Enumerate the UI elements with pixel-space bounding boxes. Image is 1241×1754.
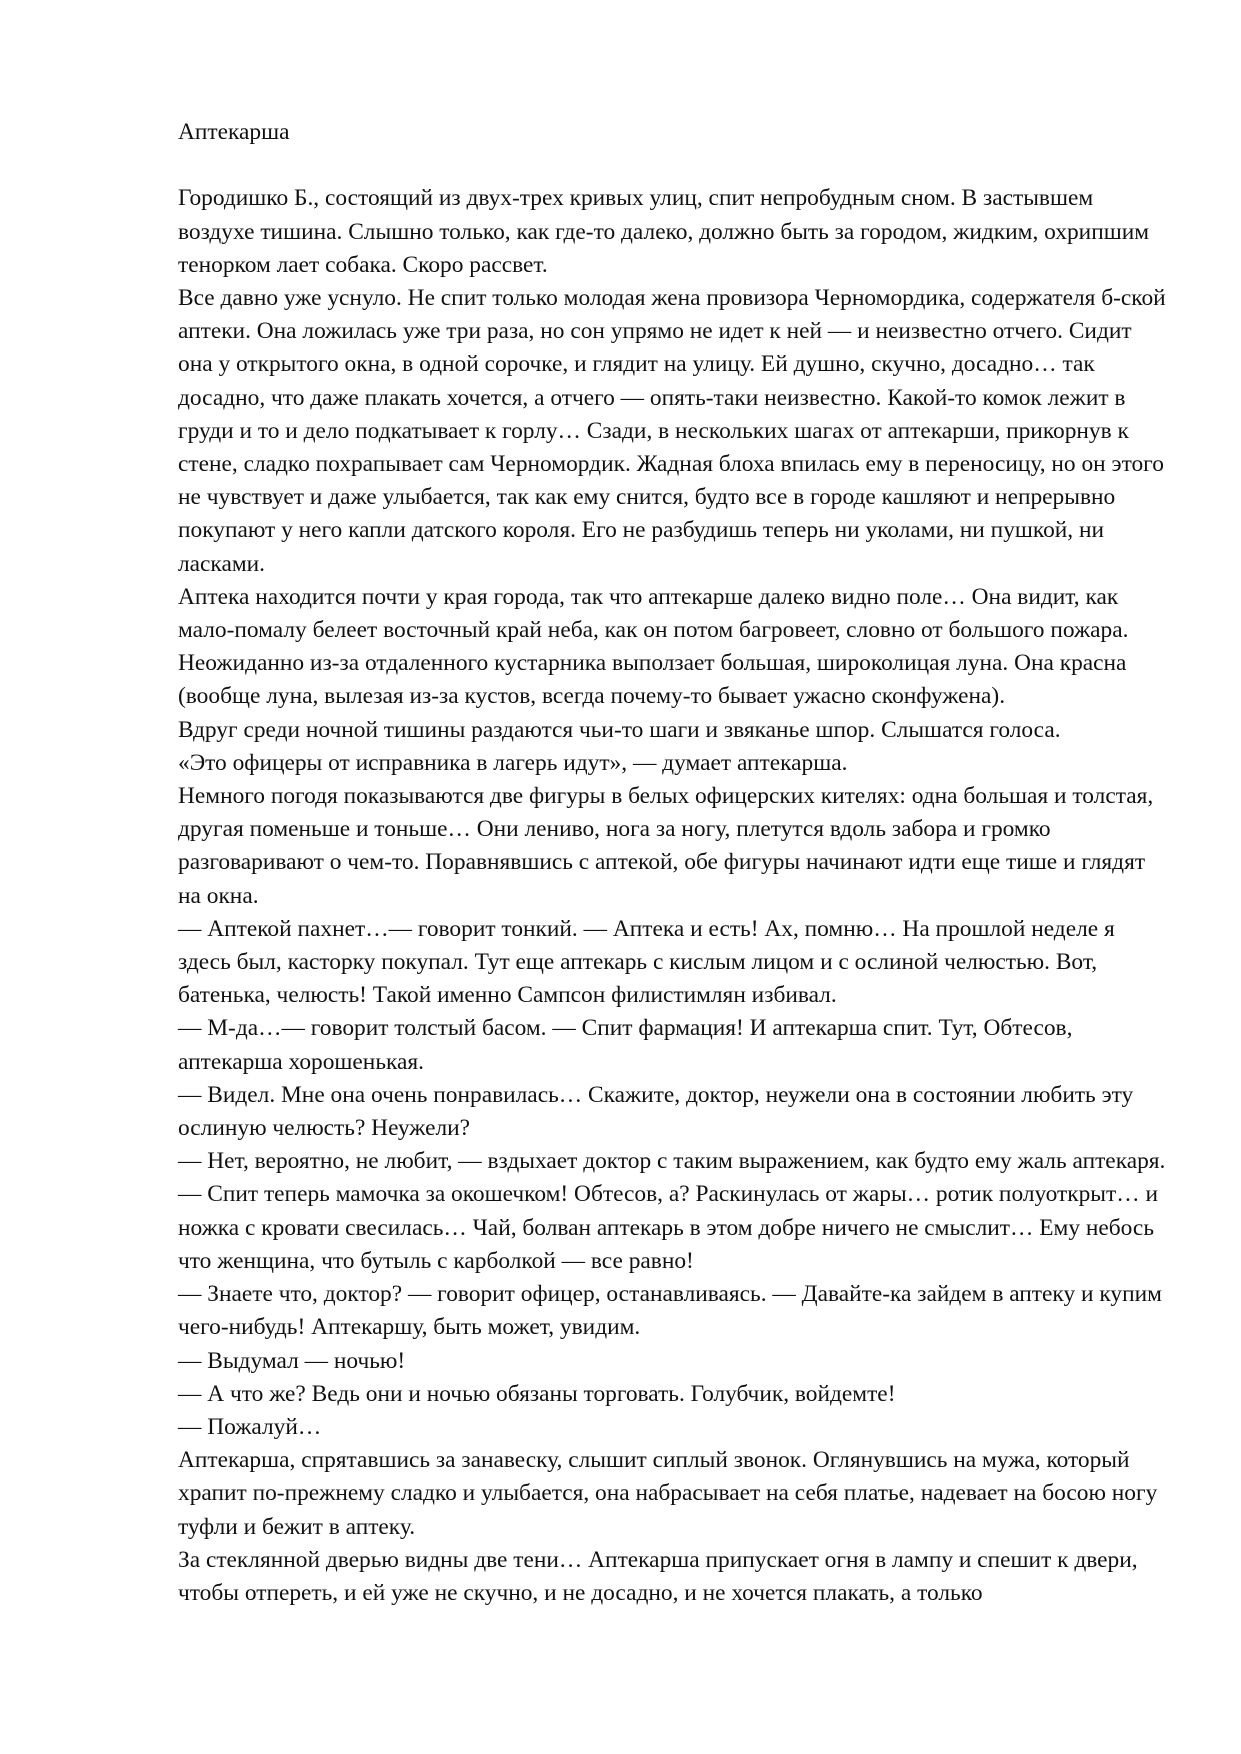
paragraph-8: — М-да…— говорит толстый басом. — Спит фармация! И аптекарша спит. Тут, Обтесов, аптекарша хорошенькая. [178,1015,1073,1075]
document-title: Аптекарша [178,119,290,145]
paragraph-5: «Это офицеры от исправника в лагерь идут», — думает аптекарша. [178,749,848,776]
document-body [178,116,1168,1610]
paragraph-14: — Пожалуй… [178,1413,322,1440]
paragraph-10: — Нет, вероятно, не любит, — вздыхает доктор с таким выражением, как будто ему жаль аптекаря. — Спит теперь мамочка за окошечком! Обтесов, а? Раскинулась от жары… ротик полуоткрыт… и ножка с кровати свесилась… Чай, болван аптекарь в этом добре ничего не смыслит… Ему небось что женщина, что бутыль с карболкой — все равно! [178,1148,1166,1274]
paragraph-6: Немного погодя показываются две фигуры в белых офицерских кителях: одна большая и толстая, другая поменьше и тоньше… Они лениво, нога за ногу, плетутся вдоль забора и громко разговаривают о чем-то. Поравнявшись с аптекой, обе фигуры начинают идти еще тише и глядят на окна. [178,783,1154,909]
paragraph-1: Городишко Б., состоящий из двух-трех кривых улиц, спит непробудным сном. В застывшем воздухе тишина. Слышно только, как где-то далеко, должно быть за городом, жидким, охрипшим тенорком лает собака. Скоро рассвет. [178,185,1150,278]
paragraph-3: Аптека находится почти у края города, так что аптекарше далеко видно поле… Она видит, как мало-помалу белеет восточный край неба, как он потом багровеет, словно от большого пожара. Неожиданно из-за отдаленного кустарника выползает большая, широколицая луна. Она красна (вообще луна, вылезая из-за кустов, всегда почему-то бывает ужасно сконфужена). [178,583,1129,710]
paragraph-13: — А что же? Ведь они и ночью обязаны торговать. Голубчик, войдемте! [178,1380,896,1407]
paragraph-4: Вдруг среди ночной тишины раздаются чьи-то шаги и звяканье шпор. Слышатся голоса. [178,716,1061,743]
paragraph-12: — Выдумал — ночью! [178,1347,406,1374]
paragraph-11: — Знаете что, доктор? — говорит офицер, останавливаясь. — Давайте-ка зайдем в аптеку и купим чего-нибудь! Аптекаршу, быть может, увидим. [178,1281,1162,1341]
paragraph-9: — Видел. Мне она очень понравилась… Скажите, доктор, неужели она в состоянии любить эту ослиную челюсть? Неужели? [178,1081,1134,1142]
paragraph-15: Аптекарша, спрятавшись за занавеску, слышит сиплый звонок. Оглянувшись на мужа, который храпит по-прежнему сладко и улыбается, она набрасывает на себя платье, надевает на босою ногу туфли и бежит в аптеку. [178,1447,1158,1540]
paragraph-2: Все давно уже уснуло. Не спит только молодая жена провизора Черномордика, содержателя б-ской аптеки. Она ложилась уже три раза, но сон упрямо не идет к ней — и неизвестно отчего. Сидит она у открытого окна, в одной сорочке, и глядит на улицу. Ей душно, скучно, досадно… так досадно, что даже плакать хочется, а отчего — опять-таки неизвестно. Какой-то комок лежит в груди и то и дело подкатывает к горлу… Сзади, в нескольких шагах от аптекарши, прикорнув к стене, сладко похрапывает сам Черномордик. Жадная блоха впилась ему в переносицу, но он этого не чувствует и даже улыбается, так как ему снится, будто все в городе кашляют и непрерывно покупают у него капли датского короля. Его не разбудишь теперь ни уколами, ни пушкой, ни ласками. [178,285,1166,577]
paragraph-16: За стеклянной дверью видны две тени… Аптекарша припускает огня в лампу и спешит к двери, чтобы отпереть, и ей уже не скучно, и не досадно, и не хочется плакать, а только [178,1546,1138,1606]
paragraph-7: — Аптекой пахнет…— говорит тонкий. — Аптека и есть! Ах, помню… На прошлой неделе я здесь был, касторку покупал. Тут еще аптекарь с кислым лицом и с ослиной челюстью. Вот, батенька, челюсть! Такой именно Сампсон филистимлян избивал. [178,915,1115,1009]
